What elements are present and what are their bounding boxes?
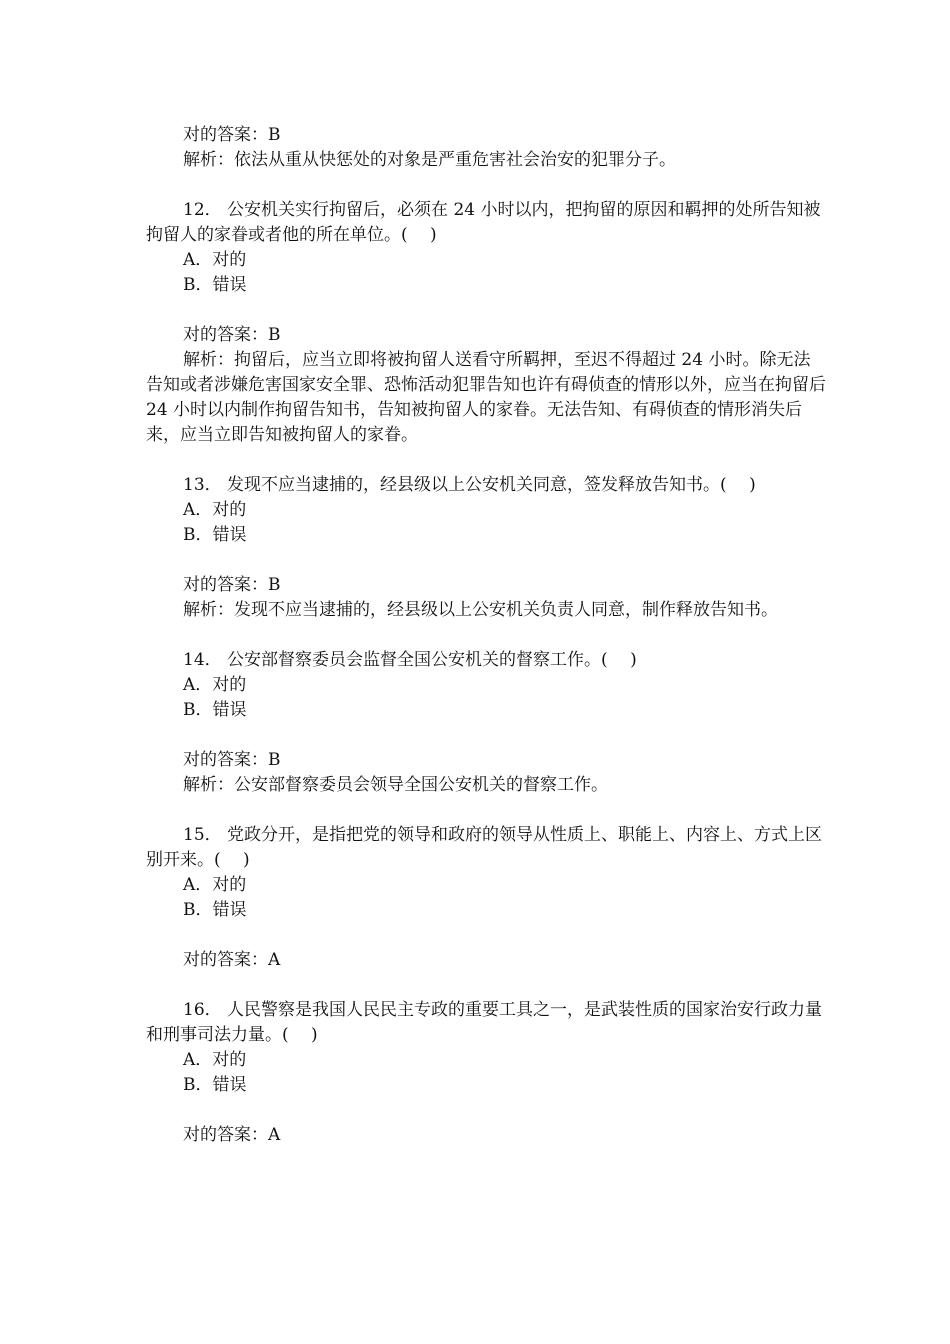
option-a: A．对的 [183, 250, 247, 270]
analysis-paragraph: 解析：发现不应当逮捕的，经县级以上公安机关负责人同意，制作释放告知书。 [183, 600, 778, 620]
answer-line: 对的答案：B [183, 575, 281, 595]
document-page [146, 123, 826, 1148]
spacer [146, 173, 826, 198]
spacer [146, 723, 826, 748]
answer-line: 对的答案：A [183, 1125, 281, 1145]
spacer [146, 1098, 826, 1123]
spacer [146, 973, 826, 998]
spacer [146, 798, 826, 823]
answer-line: 对的答案：B [183, 325, 281, 345]
option-b: B．错误 [183, 700, 247, 720]
spacer [146, 923, 826, 948]
spacer [146, 298, 826, 323]
analysis-paragraph: 解析：拘留后，应当立即将被拘留人送看守所羁押，至迟不得超过 24 小时。除无法告知或者涉嫌危害国家安全罪、恐怖活动犯罪告知也许有碍侦查的情形以外，应当在拘留后 24 小时以内制作拘留告知书，告知被拘留人的家眷。无法告知、有碍侦查的情形消失后来，应当立即告知被拘留人的家眷。 [146, 350, 826, 445]
option-b: B．错误 [183, 275, 247, 295]
analysis-paragraph: 解析：依法从重从快惩处的对象是严重危害社会治安的犯罪分子。 [183, 150, 676, 170]
question-13: 13． 发现不应当逮捕的，经县级以上公安机关同意，签发释放告知书。( ) [183, 475, 756, 495]
option-a: A．对的 [183, 500, 247, 520]
option-a: A．对的 [183, 675, 247, 695]
option-b: B．错误 [183, 900, 247, 920]
question-14: 14． 公安部督察委员会监督全国公安机关的督察工作。( ) [183, 650, 637, 670]
option-b: B．错误 [183, 1075, 247, 1095]
option-b: B．错误 [183, 525, 247, 545]
answer-line: 对的答案：A [183, 950, 281, 970]
question-16: 16． 人民警察是我国人民民主专政的重要工具之一，是武装性质的国家治安行政力量和刑事司法力量。( ) [146, 1000, 823, 1045]
option-a: A．对的 [183, 1050, 247, 1070]
spacer [146, 623, 826, 648]
spacer [146, 448, 826, 473]
question-12: 12． 公安机关实行拘留后，必须在 24 小时以内，把拘留的原因和羁押的处所告知被拘留人的家眷或者他的所在单位。( ) [146, 200, 821, 245]
answer-line: 对的答案：B [183, 125, 281, 145]
question-15: 15． 党政分开，是指把党的领导和政府的领导从性质上、职能上、内容上、方式上区别开来。( ) [146, 825, 823, 870]
spacer [146, 548, 826, 573]
analysis-paragraph: 解析：公安部督察委员会领导全国公安机关的督察工作。 [183, 775, 608, 795]
option-a: A．对的 [183, 875, 247, 895]
answer-line: 对的答案：B [183, 750, 281, 770]
